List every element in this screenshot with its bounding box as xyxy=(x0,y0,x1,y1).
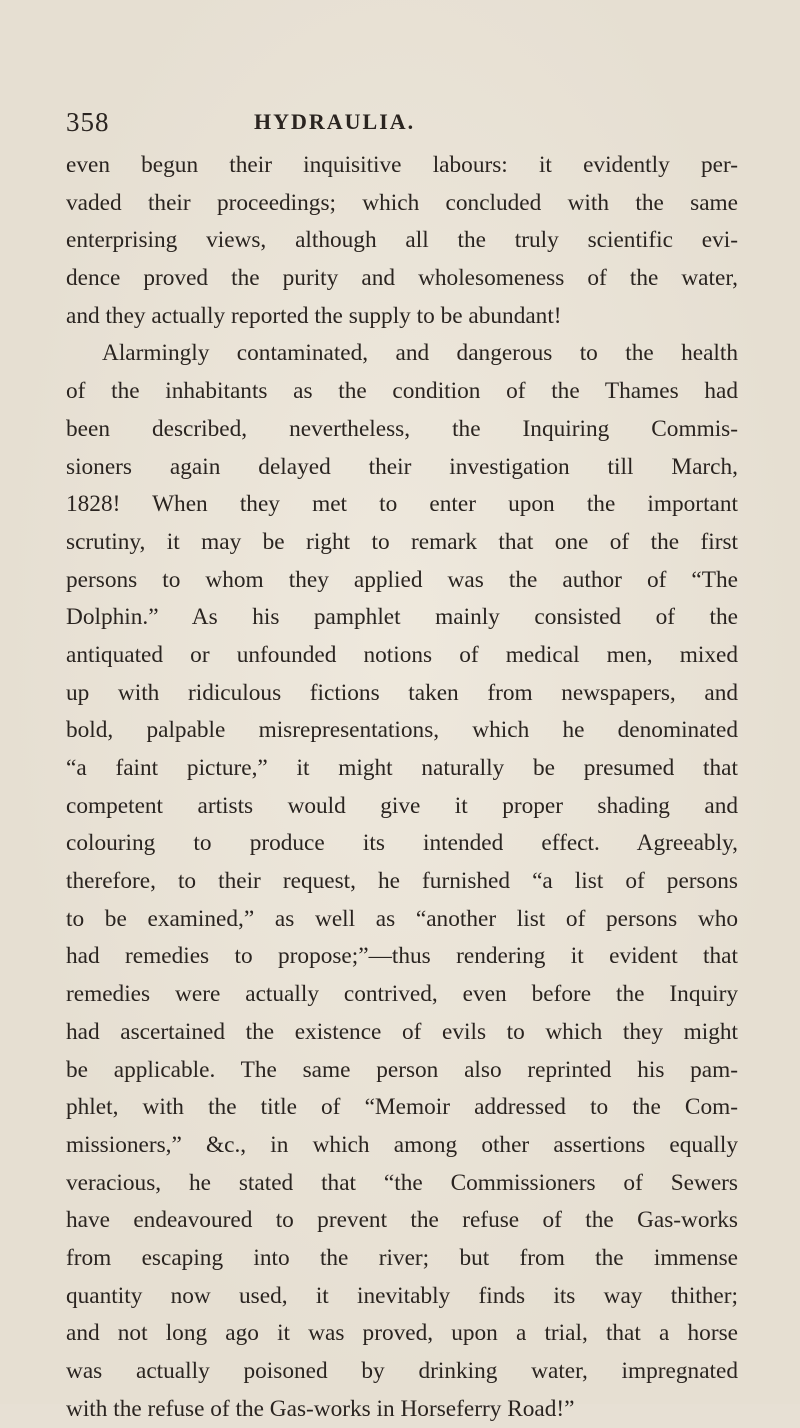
text-segment: were actually contrived, even before the Inquiry xyxy=(150,981,738,1008)
text-line xyxy=(66,1089,738,1127)
text-segment: dence proved the xyxy=(66,265,283,292)
text-line xyxy=(66,486,738,524)
text-segment: from escaping into the river; but from the immense xyxy=(66,1244,738,1271)
text-segment: “a faint picture,” it might naturally be presumed that xyxy=(66,755,738,781)
text-segment: phlet, with the title of “Memoir addressed to the Com- xyxy=(66,1094,738,1121)
running-title: HYDRAULIA. xyxy=(254,109,416,134)
italic-text: veracious, xyxy=(66,1169,162,1196)
text-segment: up with ridiculous fictions taken from newspapers, and xyxy=(66,679,738,706)
text-line xyxy=(66,260,738,298)
text-segment: persons to whom they applied was the author of “ xyxy=(66,566,702,593)
text-line xyxy=(66,1052,738,1090)
italic-text: to be examined, xyxy=(66,905,244,932)
text-line xyxy=(66,637,738,675)
text-line xyxy=(66,825,738,863)
text-segment: vaded their proceedings; which concluded with the same xyxy=(66,189,738,216)
text-segment: had ascertained the existence of evils to which they might xyxy=(66,1018,738,1045)
text-segment: and not long ago it was proved, upon a trial, that xyxy=(66,1320,660,1347)
text-line xyxy=(66,712,738,750)
text-line xyxy=(66,675,738,713)
text-segment: been described, nevertheless, the Inquiring Commis- xyxy=(66,415,738,442)
italic-text: had remedies to propose; xyxy=(66,943,359,970)
text-line xyxy=(66,222,738,260)
text-segment: of the water, xyxy=(564,265,738,292)
text-segment: sioners again delayed their investigation till March, xyxy=(66,453,738,480)
italic-text: remedies xyxy=(66,981,151,1008)
text-line xyxy=(66,1391,738,1428)
text-line xyxy=(66,411,738,449)
text-segment: even begun their xyxy=(66,152,304,178)
page-header xyxy=(0,102,800,142)
italic-text: Dolphin. xyxy=(66,604,149,631)
text-segment: ” As his pamphlet mainly consisted of the xyxy=(148,604,738,631)
text-segment: enterprising views, although all the truly scientific evi- xyxy=(66,227,738,254)
italic-text: purity xyxy=(282,265,339,292)
text-segment: with the refuse of the Gas-works in Horseferry Road!” xyxy=(66,1395,575,1422)
text-segment: bold, palpable misrepresentations, which he denominated xyxy=(66,717,738,744)
italic-text: wholesomeness xyxy=(418,265,565,292)
text-segment: Alarmingly contaminated, and dangerous to the health xyxy=(102,340,738,367)
text-line xyxy=(66,788,738,826)
text-line xyxy=(66,449,738,487)
text-segment: competent artists would give it proper shading and xyxy=(66,792,738,819)
page-number: 358 xyxy=(66,107,110,137)
text-segment: by drinking water, impregnated xyxy=(327,1358,738,1384)
text-line xyxy=(66,1127,738,1165)
body-text xyxy=(66,147,738,1428)
text-line xyxy=(66,1240,738,1278)
text-line xyxy=(66,1353,738,1391)
italic-text: it inevitably finds its way thither; xyxy=(315,1282,738,1309)
text-line xyxy=(66,524,738,562)
italic-text: the supply to be abundant! xyxy=(314,302,562,329)
text-segment: and they actually reported xyxy=(66,302,315,329)
text-line xyxy=(66,562,738,600)
text-segment: missioners,” &c., in which among other assertions equally xyxy=(66,1131,738,1158)
text-line xyxy=(66,863,738,901)
text-line xyxy=(66,901,738,939)
italic-text: a list of persons xyxy=(542,868,738,895)
text-segment: scrutiny, it may be right to remark that one of the first xyxy=(66,528,738,555)
text-segment: quantity now used, xyxy=(66,1282,316,1309)
text-line xyxy=(66,750,738,788)
italic-text: The xyxy=(701,566,738,593)
text-line xyxy=(66,1014,738,1052)
text-line xyxy=(66,976,738,1014)
text-segment: ” as well as “ xyxy=(243,905,427,932)
italic-text: inquisitive xyxy=(303,152,402,178)
text-segment: therefore, to their request, he furnished “ xyxy=(66,868,543,895)
text-segment: and xyxy=(338,265,419,292)
text-segment: of the inhabitants as the condition of the Thames had xyxy=(66,378,738,405)
text-line xyxy=(66,298,738,336)
text-line xyxy=(66,1165,738,1203)
text-segment: 1828! When they met to enter upon the important xyxy=(66,491,738,518)
text-segment: labours: it evidently per- xyxy=(401,152,738,178)
text-segment: antiquated or unfounded notions of medical men, mixed xyxy=(66,641,738,668)
text-segment: be applicable. The same person also reprinted his pam- xyxy=(66,1056,738,1083)
text-line xyxy=(66,335,738,373)
text-line xyxy=(66,1202,738,1240)
text-segment: he stated that “the Commissioners of Sewers xyxy=(161,1169,738,1196)
italic-text: a horse xyxy=(659,1320,738,1347)
text-line xyxy=(66,185,738,223)
text-segment: colouring to produce its intended effect. Agreeably, xyxy=(66,830,738,857)
text-segment: have endeavoured to prevent the refuse of the Gas-works xyxy=(66,1207,738,1234)
italic-text: was actually poisoned xyxy=(66,1358,328,1384)
text-segment: ”—thus rendering it evident that xyxy=(358,943,738,970)
italic-text: another list of persons who xyxy=(426,905,738,932)
text-line xyxy=(66,147,738,185)
text-line xyxy=(66,599,738,637)
text-line xyxy=(66,1315,738,1353)
text-line xyxy=(66,373,738,411)
text-line xyxy=(66,1278,738,1316)
text-line xyxy=(66,938,738,976)
